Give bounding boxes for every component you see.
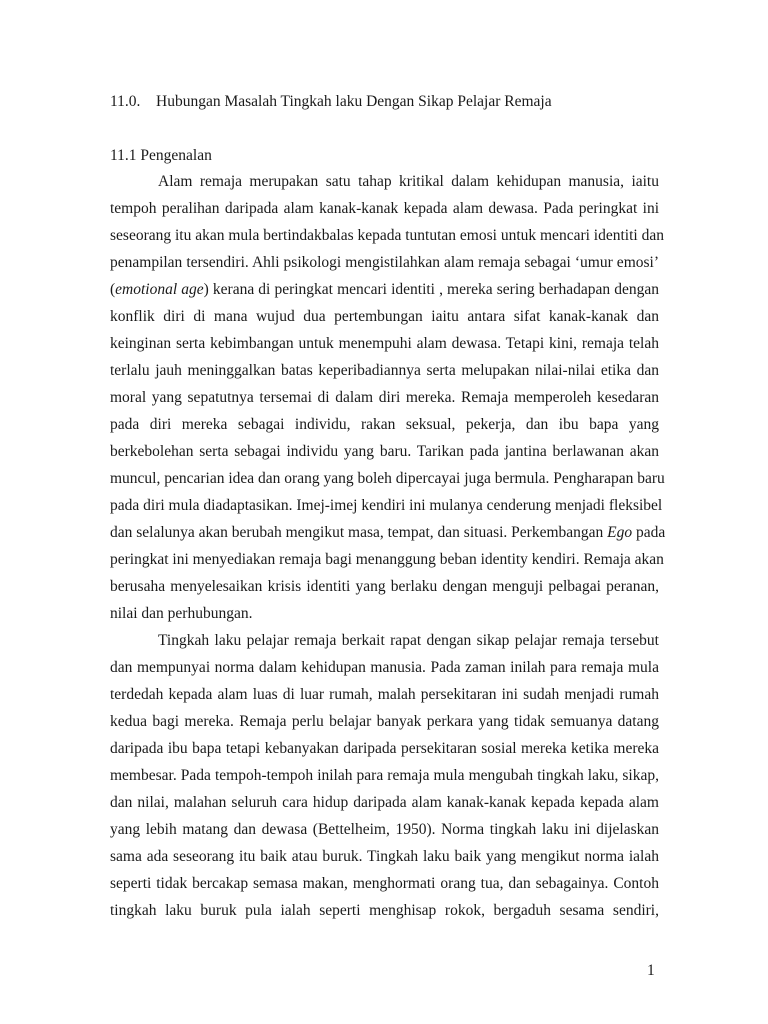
- page-number: 1: [647, 962, 655, 979]
- text-fragment: dan selalunya akan berubah mengikut masa, tempat, dan situasi. Perkembangan: [110, 524, 604, 541]
- text-line: terlalu jauh meninggalkan batas keperibadiannya serta melupakan nilai-nilai etika dan: [110, 362, 659, 379]
- text-line: muncul, pencarian idea dan orang yang boleh dipercayai juga bermula. Pengharapan baru: [110, 470, 665, 487]
- text-line: [110, 280, 659, 300]
- text-line: berkebolehan serta sebagai individu yang baru. Tarikan pada jantina berlawanan akan: [110, 443, 659, 460]
- text-line: yang lebih matang dan dewasa (Bettelheim, 1950). Norma tingkah laku ini dijelaskan: [110, 821, 659, 838]
- text-line: sama ada seseorang itu baik atau buruk. Tingkah laku baik yang mengikut norma ialah: [110, 848, 659, 865]
- emphasis-emotional-age: emotional age: [115, 281, 204, 298]
- text-line: seseorang itu akan mula bertindakbalas kepada tuntutan emosi untuk mencari identiti dan: [110, 227, 664, 244]
- text-line: konflik diri di mana wujud dua pertembungan iaitu antara sifat kanak-kanak dan: [110, 308, 659, 325]
- text-line: seperti tidak bercakap semasa makan, menghormati orang tua, dan sebagainya. Contoh: [110, 875, 659, 892]
- text-line: Tingkah laku pelajar remaja berkait rapat dengan sikap pelajar remaja tersebut: [158, 632, 659, 649]
- chapter-heading: [110, 93, 552, 111]
- text-line: penampilan tersendiri. Ahli psikologi mengistilahkan alam remaja sebagai ‘umur emosi’: [110, 254, 659, 271]
- text-line: Alam remaja merupakan satu tahap kritikal dalam kehidupan manusia, iaitu: [158, 173, 659, 190]
- text-line: keinginan serta kebimbangan untuk menempuhi alam dewasa. Tetapi kini, remaja telah: [110, 335, 659, 352]
- text-line: kedua bagi mereka. Remaja perlu belajar banyak perkara yang tidak semuanya datang: [110, 713, 659, 730]
- text-line: dan nilai, malahan seluruh cara hidup daripada alam kanak-kanak kepada kepada alam: [110, 794, 659, 811]
- text-line: daripada ibu bapa tetapi kebanyakan daripada persekitaran sosial mereka ketika mereka: [110, 740, 659, 757]
- chapter-title: Hubungan Masalah Tingkah laku Dengan Sikap Pelajar Remaja: [156, 93, 552, 110]
- text-line: peringkat ini menyediakan remaja bagi menanggung beban identity kendiri. Remaja akan: [110, 551, 664, 568]
- text-line: tingkah laku buruk pula ialah seperti menghisap rokok, bergaduh sesama sendiri,: [110, 902, 659, 919]
- paren-open: (: [110, 281, 116, 298]
- text-line: pada diri mula diadaptasikan. Imej-imej kendiri ini mulanya cenderung menjadi fleksibel: [110, 497, 663, 514]
- section-heading: 11.1 Pengenalan: [110, 147, 212, 164]
- text-fragment: kerana di peringkat mencari identiti , mereka sering berhadapan dengan: [212, 281, 659, 298]
- text-line: moral yang sepatutnya tersemai di dalam diri mereka. Remaja memperoleh kesedaran: [110, 389, 659, 406]
- text-line: pada diri mereka sebagai individu, rakan seksual, pekerja, dan ibu bapa yang: [110, 416, 659, 433]
- paren-close: ): [203, 281, 209, 298]
- text-line: [110, 523, 666, 543]
- text-line: berusaha menyelesaikan krisis identiti yang berlaku dengan menguji pelbagai peranan,: [110, 578, 659, 595]
- text-line: terdedah kepada alam luas di luar rumah, malah persekitaran ini sudah menjadi rumah: [110, 686, 659, 703]
- text-line: tempoh peralihan daripada alam kanak-kanak kepada alam dewasa. Pada peringkat ini: [110, 200, 659, 217]
- text-fragment: pada: [636, 524, 666, 541]
- emphasis-ego: Ego: [607, 524, 633, 541]
- text-line: dan mempunyai norma dalam kehidupan manusia. Pada zaman inilah para remaja mula: [110, 659, 659, 676]
- text-line: membesar. Pada tempoh-tempoh inilah para remaja mula mengubah tingkah laku, sikap,: [110, 767, 659, 784]
- text-line: nilai dan perhubungan.: [110, 605, 253, 622]
- chapter-number: 11.0.: [110, 93, 141, 110]
